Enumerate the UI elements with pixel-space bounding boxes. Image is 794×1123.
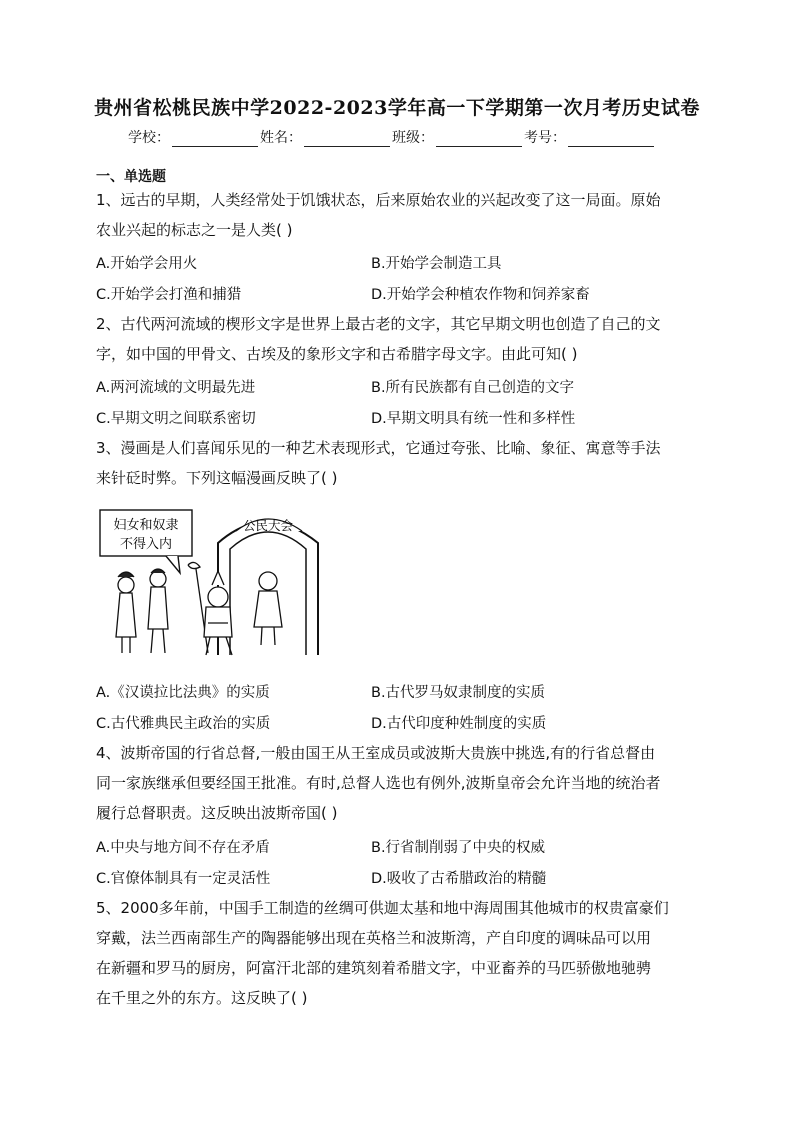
question-line: 字，如中国的甲骨文、古埃及的象形文字和古希腊字母文字。由此可知( )	[96, 345, 578, 363]
speech-text-line-1: 妇女和奴隶	[113, 518, 179, 533]
option-1a[interactable]: A.开始学会用火	[96, 256, 198, 272]
speech-text-line-2: 不得入内	[119, 537, 173, 552]
exam-title: 贵州省松桃民族中学2022-2023学年高一下学期第一次月考历史试卷	[94, 97, 700, 119]
option-2d[interactable]: D.早期文明具有统一性和多样性	[371, 411, 576, 427]
school-label: 学校：	[128, 130, 170, 146]
school-blank[interactable]	[172, 130, 258, 147]
option-3a[interactable]: A.《汉谟拉比法典》的实质	[96, 685, 270, 701]
question-1	[96, 185, 706, 245]
option-2a[interactable]: A.两河流域的文明最先进	[96, 380, 256, 396]
question-line: 在新疆和罗马的厨房，阿富汗北部的建筑刻着希腊文字，中亚畜养的马匹骄傲地驰骋	[96, 959, 652, 977]
option-3b[interactable]: B.古代罗马奴隶制度的实质	[371, 685, 546, 701]
option-3c[interactable]: C.古代雅典民主政治的实质	[96, 716, 271, 732]
question-line: 2、古代两河流域的楔形文字是世界上最古老的文字，其它早期文明也创造了自己的文	[96, 315, 661, 333]
option-1d[interactable]: D.开始学会种植农作物和饲养家畜	[371, 287, 590, 303]
question-line: 在千里之外的东方。这反映了( )	[96, 989, 308, 1007]
citizen-figure	[254, 572, 282, 645]
name-label: 姓名：	[260, 130, 302, 146]
class-blank[interactable]	[436, 130, 522, 147]
guard-figure	[188, 562, 232, 655]
question-line: 4、波斯帝国的行省总督,一般由国王从王室成员或波斯大贵族中挑选,有的行省总督由	[96, 744, 656, 762]
question-line: 来针砭时弊。下列这幅漫画反映了( )	[96, 469, 338, 487]
question-3	[96, 433, 706, 493]
option-1c[interactable]: C.开始学会打渔和捕猎	[96, 287, 242, 303]
question-4	[96, 738, 706, 828]
question-line: 3、漫画是人们喜闻乐见的一种艺术表现形式，它通过夸张、比喻、象征、寓意等手法	[96, 439, 661, 457]
woman-figure	[116, 572, 136, 653]
question-2	[96, 309, 706, 369]
option-1b[interactable]: B.开始学会制造工具	[371, 256, 502, 272]
number-blank[interactable]	[568, 130, 654, 147]
number-label: 考号：	[524, 130, 566, 146]
name-blank[interactable]	[304, 130, 390, 147]
question-line: 穿戴，法兰西南部生产的陶器能够出现在英格兰和波斯湾，产自印度的调味品可以用	[96, 929, 652, 947]
option-4a[interactable]: A.中央与地方间不存在矛盾	[96, 840, 270, 856]
option-2c[interactable]: C.早期文明之间联系密切	[96, 411, 256, 427]
question-line: 1、远古的早期，人类经常处于饥饿状态，后来原始农业的兴起改变了这一局面。原始	[96, 191, 661, 209]
slave-figure	[148, 569, 168, 653]
option-4c[interactable]: C.官僚体制具有一定灵活性	[96, 871, 271, 887]
question-line: 5、2000多年前，中国手工制造的丝绸可供迦太基和地中海周围其他城市的权贵富豪们	[96, 899, 669, 917]
gate-sign: 公民大会	[242, 518, 294, 533]
option-2b[interactable]: B.所有民族都有自己创造的文字	[371, 380, 575, 396]
option-4d[interactable]: D.吸收了古希腊政治的精髓	[371, 871, 547, 887]
question-5	[96, 893, 706, 1013]
question-line: 农业兴起的标志之一是人类( )	[96, 221, 293, 239]
cartoon-image	[96, 507, 328, 659]
student-info-row	[128, 127, 656, 147]
section-heading: 一、单选题	[96, 169, 166, 185]
question-line: 同一家族继承但要经国王批准。有时,总督人选也有例外,波斯皇帝会允许当地的统治者	[96, 774, 661, 792]
option-3d[interactable]: D.古代印度种姓制度的实质	[371, 716, 547, 732]
class-label: 班级：	[392, 130, 434, 146]
option-4b[interactable]: B.行省制削弱了中央的权威	[371, 840, 546, 856]
question-line: 履行总督职责。这反映出波斯帝国( )	[96, 804, 338, 822]
